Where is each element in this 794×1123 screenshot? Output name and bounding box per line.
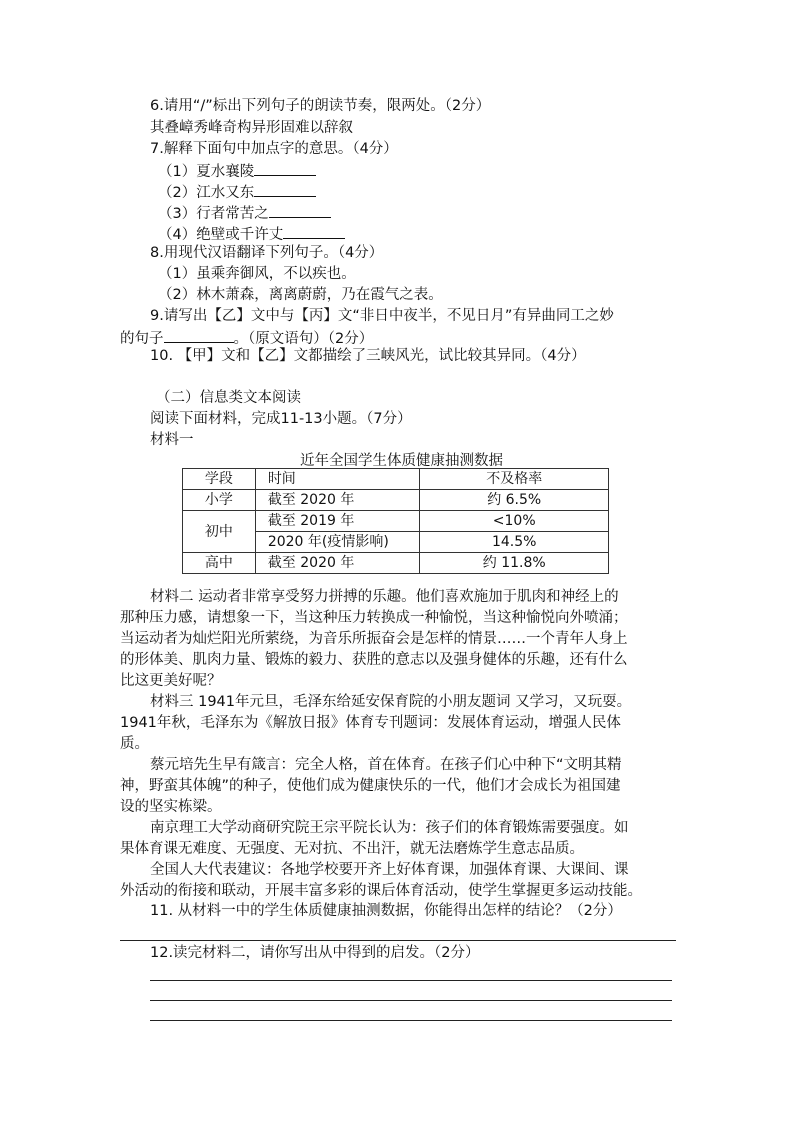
answer-blank[interactable] xyxy=(254,160,316,176)
table-caption: 近年全国学生体质健康抽测数据 xyxy=(300,453,503,469)
section-heading: （二）信息类文本阅读 xyxy=(156,390,301,406)
q7-item xyxy=(158,223,345,245)
q6-prompt: 6.请用“/”标出下列句子的朗读节奏，限两处。（2分） xyxy=(150,98,491,114)
wang-line: 果体育课无难度、无强度、无对抗、不出汗，就无法磨炼学生意志品质。 xyxy=(120,841,584,857)
cai-line: 设的坚实栋梁。 xyxy=(120,799,222,815)
answer-line[interactable] xyxy=(150,1020,672,1021)
cai-line: 神，野蛮其体魄”的种子，使他们成为健康快乐的一代，他们才会成长为祖国建 xyxy=(120,778,621,794)
material2-line: 那种压力感，请想象一下，当这种压力转换成一种愉悦，当这种愉悦向外喷涌； xyxy=(120,610,628,626)
answer-blank[interactable] xyxy=(283,223,345,239)
table-header-row xyxy=(183,469,609,490)
material3-line: 1941年秋，毛泽东为《解放日报》体育专刊题词：发展体育运动，增强人民体 xyxy=(120,715,621,731)
q8-item: （1）虽乘奔御风，不以疾也。 xyxy=(158,266,356,282)
table-row xyxy=(183,511,609,532)
time-cell: 截至 2019 年 xyxy=(255,511,420,532)
q7-item-text: （4）绝壁或千许丈 xyxy=(158,227,284,243)
material2-line: 当运动者为灿烂阳光所萦绕，为音乐所振奋会是怎样的情景……一个青年人身上 xyxy=(120,631,628,647)
q7-item xyxy=(158,202,331,224)
q12-prompt: 12.读完材料二，请你写出从中得到的启发。（2分） xyxy=(150,945,480,961)
time-cell: 截至 2020 年 xyxy=(255,490,420,511)
answer-line[interactable] xyxy=(150,1000,672,1001)
answer-line[interactable] xyxy=(120,940,676,941)
stage-cell: 初中 xyxy=(183,511,256,553)
material2-line: 比这更美好呢？ xyxy=(120,673,222,689)
q7-item xyxy=(158,181,316,203)
answer-line[interactable] xyxy=(150,980,672,981)
rate-cell: 14.5% xyxy=(420,532,609,553)
q7-item-text: （1）夏水襄陵 xyxy=(158,164,255,180)
q7-item-text: （2）江水又东 xyxy=(158,185,255,201)
stage-cell: 高中 xyxy=(183,553,256,574)
header-cell: 不及格率 xyxy=(420,469,609,490)
answer-blank[interactable] xyxy=(269,202,331,218)
section-instruction: 阅读下面材料，完成11-13小题。（7分） xyxy=(150,411,412,427)
rate-cell: 约 11.8% xyxy=(420,553,609,574)
cai-line: 蔡元培先生早有箴言：完全人格，首在体育。在孩子们心中种下“文明其精 xyxy=(150,757,622,773)
q9-text-pre: 的句子 xyxy=(120,331,164,347)
rate-cell: <10% xyxy=(420,511,609,532)
rate-cell: 约 6.5% xyxy=(420,490,609,511)
time-cell: 截至 2020 年 xyxy=(255,553,420,574)
answer-blank[interactable] xyxy=(254,181,316,197)
answer-blank[interactable] xyxy=(164,327,234,343)
q7-item-text: （3）行者常苦之 xyxy=(158,206,269,222)
header-cell: 时间 xyxy=(255,469,420,490)
fitness-data-table xyxy=(182,468,609,574)
material3-line: 材料三 1941年元旦，毛泽东给延安保育院的小朋友题词 又学习，又玩耍。 xyxy=(150,694,632,710)
time-cell: 2020 年(疫情影响) xyxy=(255,532,420,553)
q6-sentence: 其叠嶂秀峰奇构异形固难以辞叙 xyxy=(150,120,353,136)
q10-prompt: 10. 【甲】文和【乙】文都描绘了三峡风光，试比较其异同。（4分） xyxy=(150,348,586,364)
q11-prompt: 11. 从材料一中的学生体质健康抽测数据，你能得出怎样的结论？（2分） xyxy=(150,903,622,919)
material3-line: 质。 xyxy=(120,736,149,752)
material2-line: 材料二 运动者非常享受努力拼搏的乐趣。他们喜欢施加于肌肉和神经上的 xyxy=(150,589,619,605)
material1-label: 材料一 xyxy=(150,432,194,448)
q9-prompt: 9.请写出【乙】文中与【丙】文“非日中夜半，不见日月”有异曲同工之妙 xyxy=(150,308,614,324)
wang-line: 南京理工大学动商研究院王宗平院长认为：孩子们的体育锻炼需要强度。如 xyxy=(150,820,629,836)
npc-line: 外活动的衔接和联动，开展丰富多彩的课后体育活动，使学生掌握更多运动技能。 xyxy=(120,883,642,899)
q7-prompt: 7.解释下面句中加点字的意思。（4分） xyxy=(150,141,398,157)
q8-item: （2）林木萧森，离离蔚蔚，乃在霞气之表。 xyxy=(158,287,443,303)
material2-line: 的形体美、肌肉力量、锻炼的毅力、获胜的意志以及强身健体的乐趣，还有什么 xyxy=(120,652,628,668)
table-row xyxy=(183,553,609,574)
q8-prompt: 8.用现代汉语翻译下列句子。（4分） xyxy=(150,245,384,261)
q7-item xyxy=(158,160,316,182)
stage-cell: 小学 xyxy=(183,490,256,511)
q9-text-post: 。（原文语句）（2分） xyxy=(233,331,374,347)
table-row xyxy=(183,490,609,511)
header-cell: 学段 xyxy=(183,469,256,490)
npc-line: 全国人大代表建议：各地学校要开齐上好体育课，加强体育课、大课间、课 xyxy=(150,862,629,878)
